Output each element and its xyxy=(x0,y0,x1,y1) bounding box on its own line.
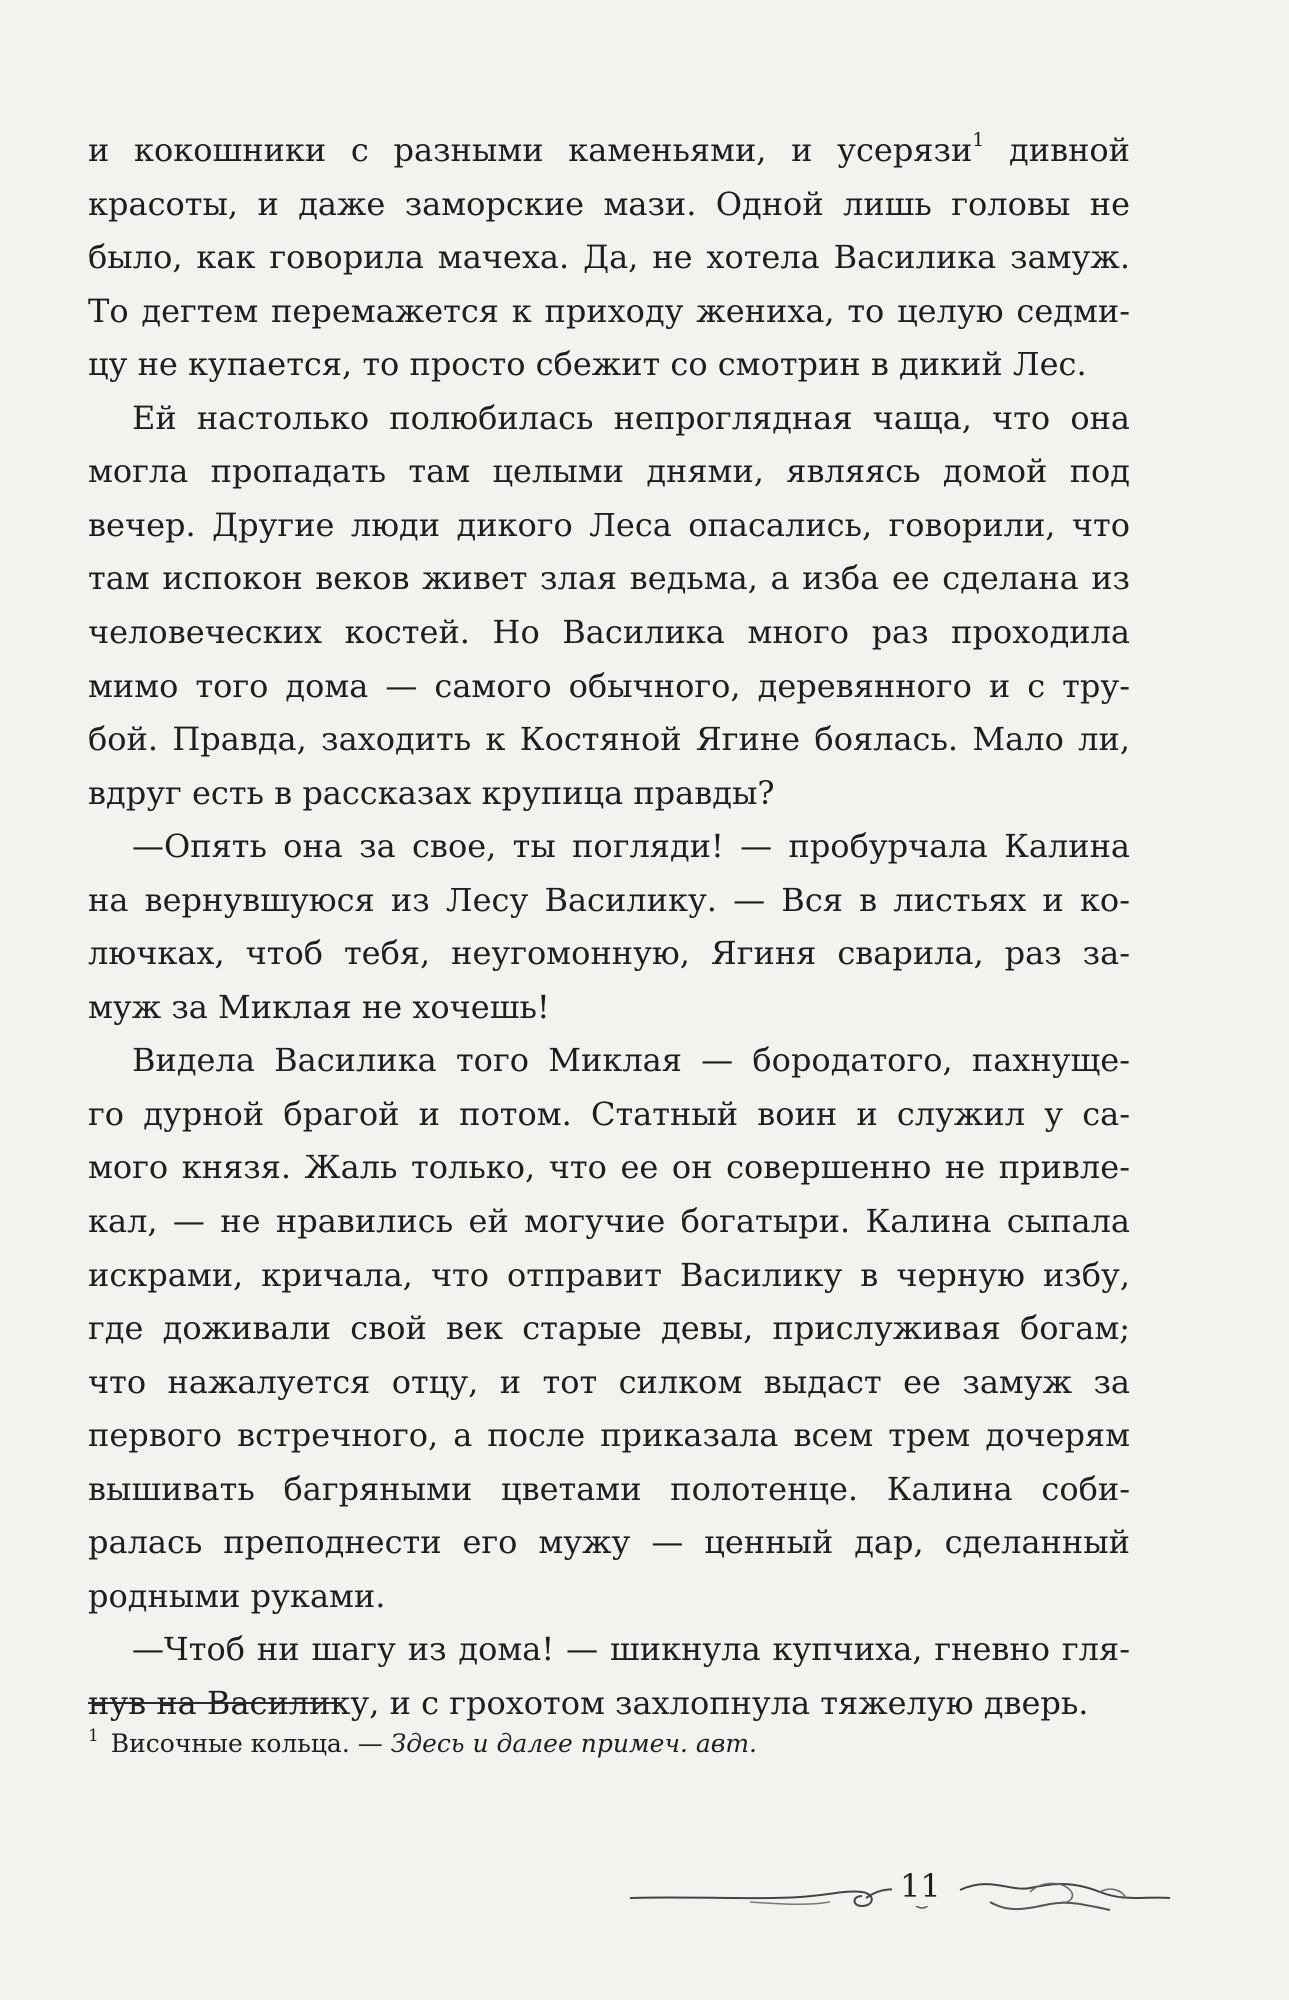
text-line xyxy=(88,503,1130,547)
text-line-content: мимо того дома — самого обычного, деревянного и с тру- xyxy=(88,666,1130,705)
text-line xyxy=(88,1145,1130,1189)
text-line-content: кал, — не нравились ей могучие богатыри. Калина сыпала xyxy=(88,1202,1130,1240)
text-line xyxy=(88,342,1130,386)
text-line-continuation: дивной xyxy=(984,131,1131,169)
text-line xyxy=(88,556,1130,600)
text-line xyxy=(132,1038,1130,1082)
text-line xyxy=(88,985,1130,1029)
footnote xyxy=(88,1726,757,1762)
text-line-content: где доживали свой век старые девы, прислуживая богам; xyxy=(88,1309,1130,1348)
text-line-content: муж за Миклая не хочешь! xyxy=(88,987,550,1026)
text-line-content: го дурной брагой и потом. Статный воин и служил у са- xyxy=(88,1094,1130,1133)
footnote-rule xyxy=(88,1702,342,1704)
text-line-content: нув на Василику, и с грохотом захлопнула тяжелую дверь. xyxy=(88,1683,1089,1722)
text-line xyxy=(132,1627,1130,1671)
text-line xyxy=(88,1467,1130,1511)
text-line-content: Ей настолько полюбилась непроглядная чаща, что она xyxy=(132,398,1130,437)
text-line xyxy=(88,1092,1130,1136)
text-line-content: первого встречного, а после приказала всем трем дочерям xyxy=(88,1416,1130,1455)
text-line-content: на вернувшуюся из Лесу Василику. — Вся в листьях и ко- xyxy=(88,880,1130,919)
text-line xyxy=(88,1306,1130,1350)
footnote-text: Височные кольца. — xyxy=(102,1729,391,1758)
text-line-content: —Чтоб ни шагу из дома! — шикнула купчиха, гневно гля- xyxy=(132,1630,1130,1669)
text-line xyxy=(88,1199,1130,1243)
text-line-content: бой. Правда, заходить к Костяной Ягине боялась. Мало ли, xyxy=(88,720,1130,759)
text-line xyxy=(88,1360,1130,1404)
text-line xyxy=(88,289,1130,333)
text-line-content: мого князя. Жаль только, что ее он совершенно не привле- xyxy=(88,1148,1130,1187)
text-line xyxy=(88,1253,1130,1297)
text-line xyxy=(88,1574,1130,1618)
text-line-content: там испокон веков живет злая ведьма, а изба ее сделана из xyxy=(88,559,1130,598)
text-line xyxy=(88,610,1130,654)
text-line xyxy=(88,449,1130,493)
text-line-content: человеческих костей. Но Василика много раз проходила xyxy=(88,612,1130,651)
page-number: 11 xyxy=(892,1866,949,1906)
text-line-content: —Опять она за свое, ты погляди! — пробурчала Калина xyxy=(132,827,1130,866)
text-line xyxy=(88,1520,1130,1564)
footnote-reference: 1 xyxy=(972,129,985,151)
text-line-content: вечер. Другие люди дикого Леса опасались, говорили, что xyxy=(88,505,1130,544)
text-line-content: вышивать багряными цветами полотенце. Калина соби- xyxy=(88,1469,1130,1508)
text-line xyxy=(88,771,1130,815)
text-line xyxy=(88,235,1130,279)
text-line-content: было, как говорила мачеха. Да, не хотела Василика замуж. xyxy=(88,238,1130,277)
text-line xyxy=(88,128,1130,172)
text-line-content: красоты, и даже заморские мази. Одной лишь головы не xyxy=(88,184,1130,223)
footnote-italic-text: Здесь и далее примеч. авт. xyxy=(390,1729,757,1758)
text-line xyxy=(88,878,1130,922)
text-line xyxy=(132,824,1130,868)
text-line-content: и кокошники с разными каменьями, и усерязи xyxy=(88,131,973,169)
text-line xyxy=(88,182,1130,226)
text-line-content: могла пропадать там целыми днями, являясь домой под xyxy=(88,452,1130,491)
footnote-number: 1 xyxy=(88,1726,99,1746)
text-line-content: ралась преподнести его мужу — ценный дар, сделанный xyxy=(88,1523,1130,1562)
text-line xyxy=(132,396,1130,440)
text-line-content: родными руками. xyxy=(88,1576,386,1615)
text-line-content: лючках, чтоб тебя, неугомонную, Ягиня сварила, раз за- xyxy=(88,934,1130,973)
text-line-content: искрами, кричала, что отправит Василику в черную избу, xyxy=(88,1255,1130,1294)
text-line xyxy=(88,664,1130,708)
text-line xyxy=(88,931,1130,975)
text-line xyxy=(88,717,1130,761)
text-line-content: цу не купается, то просто сбежит со смотрин в дикий Лес. xyxy=(88,345,1087,384)
text-line-content: То дегтем перемажется к приходу жениха, то целую седми- xyxy=(88,291,1130,330)
text-line-content: что нажалуется отцу, и тот силком выдаст ее замуж за xyxy=(88,1362,1130,1401)
text-line-content: Видела Василика того Миклая — бородатого, пахнуще- xyxy=(132,1041,1130,1080)
text-line xyxy=(88,1413,1130,1457)
text-line-content: вдруг есть в рассказах крупица правды? xyxy=(88,773,775,812)
